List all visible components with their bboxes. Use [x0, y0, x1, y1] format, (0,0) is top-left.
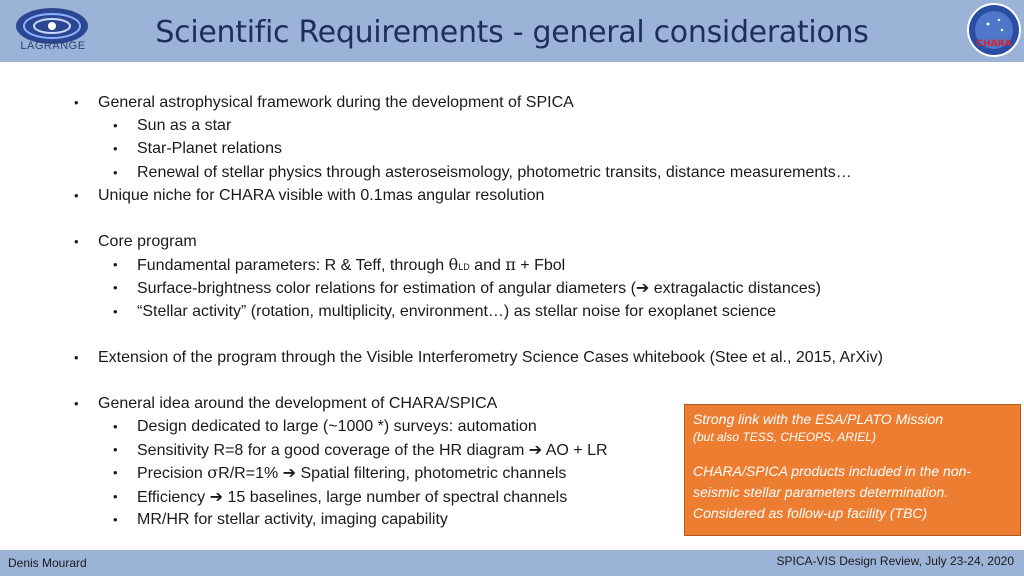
list-item: • Design dedicated to large (~1000 *) surveys: automation [113, 418, 537, 436]
list-item: • Sensitivity R=8 for a good coverage of the HR diagram ➔ AO + LR [113, 440, 608, 460]
lagrange-logo-text: LAGRANGE [20, 40, 86, 52]
chara-seal-icon [966, 2, 1022, 58]
list-item: • Surface-brightness color relations for estimation of angular diameters (➔ extragalactic distances) [113, 278, 821, 298]
list-item: • Efficiency ➔ 15 baselines, large number of spectral channels [113, 486, 568, 506]
list-item: • Extension of the program through the Visible Interferometry Science Cases whitebook (Stee et al., 2015, ArXiv) [74, 348, 884, 366]
list-item: • Renewal of stellar physics through asteroseismology, photometric transits, distance measurements… [113, 163, 852, 181]
list-item: • General astrophysical framework during the development of SPICA [74, 94, 574, 111]
header-band [0, 0, 1024, 62]
callout-box [684, 404, 1021, 536]
page-title: Scientific Requirements - general considerations [155, 15, 869, 50]
list-item: • Unique niche for CHARA visible with 0.1mas angular resolution [74, 186, 545, 204]
list-item: • General idea around the development of CHARA/SPICA [74, 394, 498, 412]
arrow-right-icon: ➔ [635, 278, 650, 298]
list-item: • “Stellar activity” (rotation, multiplicity, environment…) as stellar noise for exoplanet science [113, 302, 777, 320]
list-item: • Core program [74, 232, 197, 250]
list-item: • Sun as a star [113, 117, 232, 135]
arrow-right-icon: ➔ [528, 440, 543, 460]
footer-author: Denis Mourard [8, 556, 87, 570]
list-item: • Star-Planet relations [113, 140, 282, 158]
callout-line: Strong link with the ESA/PLATO Mission [693, 411, 944, 427]
callout-subline: (but also TESS, CHEOPS, ARIEL) [693, 430, 876, 444]
arrow-right-icon: ➔ [282, 463, 297, 483]
list-item: • MR/HR for stellar activity, imaging capability [113, 510, 448, 528]
list-item: • Fundamental parameters: R & Teff, through θLD and π + Fbol [113, 255, 566, 275]
footer-event: SPICA-VIS Design Review, July 23-24, 2020 [776, 554, 1014, 568]
list-item: • Precision σR/R=1% ➔ Spatial filtering, photometric channels [113, 463, 567, 483]
footer-band [0, 550, 1024, 576]
callout-paragraph: CHARA/SPICA products included in the non- seismic stellar parameters determination. Considered as follow-up facility (TBC) [693, 463, 972, 521]
chara-seal-text: CHARA [976, 39, 1012, 49]
arrow-right-icon: ➔ [209, 486, 224, 506]
